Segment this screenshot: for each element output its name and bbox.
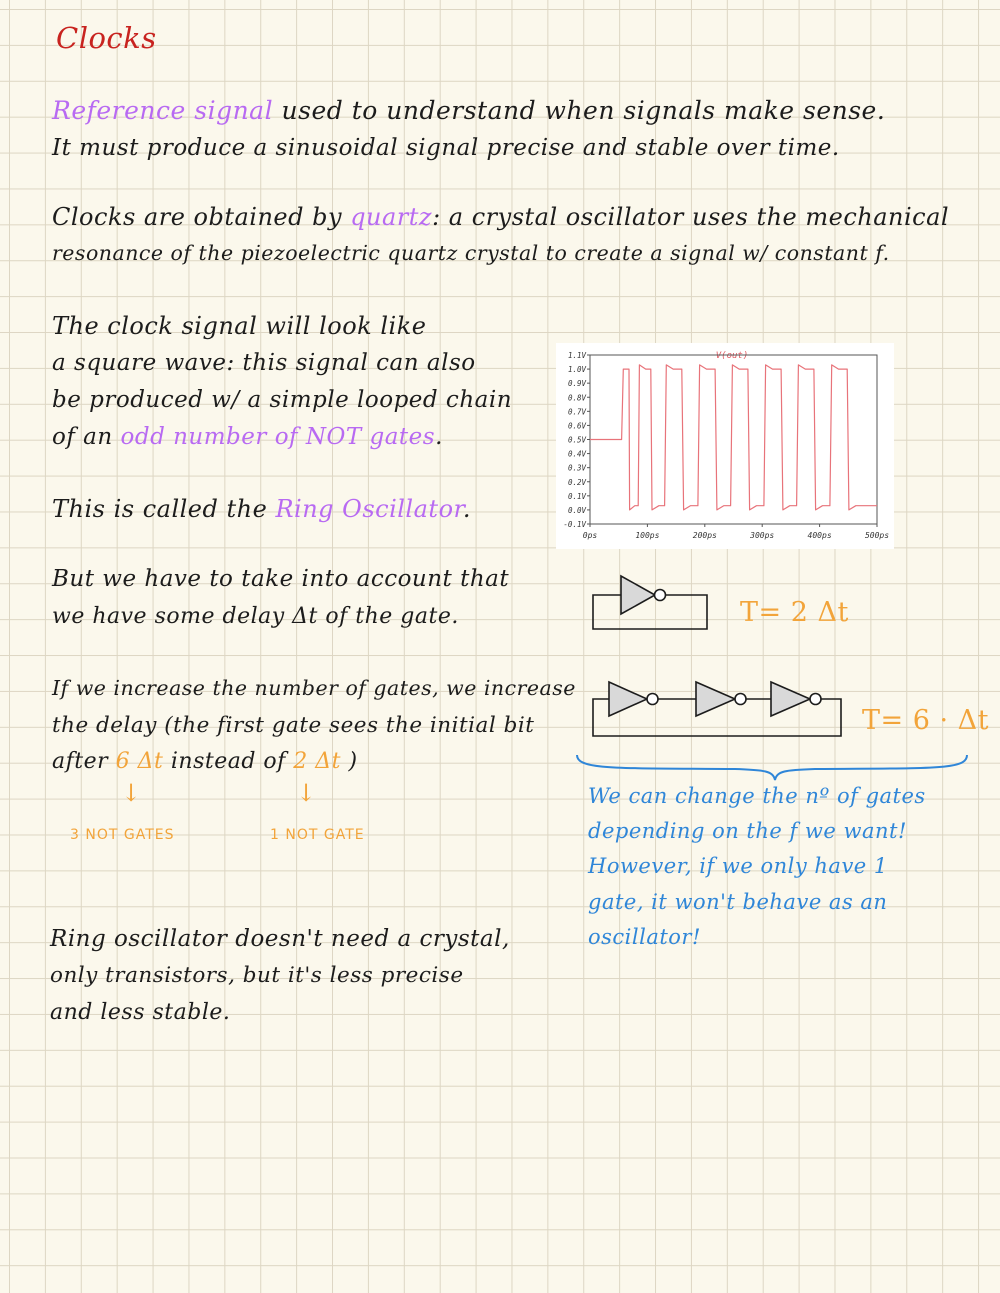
feedback-loop-wire bbox=[593, 595, 707, 629]
y-tick-label: 1.0V bbox=[567, 365, 586, 375]
x-tick-label: 300ps bbox=[750, 531, 775, 540]
increase-line-1: If we increase the number of gates, we increase bbox=[52, 676, 576, 700]
blue-note-line-4: gate, it won't behave as an bbox=[588, 890, 888, 914]
y-tick-label: 0.6V bbox=[567, 421, 586, 431]
ring-line-start: This is called the bbox=[52, 495, 268, 523]
one-not-gate-note: 1 NOT GATE bbox=[270, 827, 365, 843]
square-line-4 bbox=[52, 426, 443, 449]
curly-brace-icon bbox=[575, 752, 970, 782]
y-tick-label: 1.1V bbox=[567, 351, 586, 360]
increase-line-2: the delay (the first gate sees the initial bit bbox=[52, 713, 535, 738]
conclusion-line-1: Ring oscillator doesn't need a crystal, bbox=[50, 926, 510, 952]
square-line-1: The clock signal will look like bbox=[52, 312, 427, 340]
increase-line-3-start: after bbox=[52, 749, 109, 774]
y-tick-label: 0.1V bbox=[567, 491, 586, 501]
y-tick-label: -0.1V bbox=[563, 520, 586, 529]
y-tick-label: 0.8V bbox=[567, 393, 586, 403]
y-tick-label: 0.0V bbox=[567, 505, 586, 515]
period-one-gate-label: T= 2 Δt bbox=[740, 597, 849, 628]
not-gate-1-triangle bbox=[609, 682, 647, 716]
single-gate-ring-diagram bbox=[585, 568, 720, 638]
increase-line-3-end: ) bbox=[348, 749, 358, 774]
x-tick-label: 0ps bbox=[582, 531, 598, 540]
three-not-gates-note: 3 NOT GATES bbox=[70, 827, 175, 843]
intro-line-1-text: used to understand when signals make sense. bbox=[281, 96, 886, 125]
delay-line-2: we have some delay Δt of the gate. bbox=[52, 604, 459, 629]
vout-chart-svg bbox=[556, 343, 894, 549]
not-gate-1-bubble bbox=[647, 694, 658, 705]
blue-note-line-3: However, if we only have 1 bbox=[588, 854, 888, 878]
down-arrow-icon: ↓ bbox=[121, 779, 142, 807]
chart-plot-frame bbox=[590, 355, 877, 524]
x-tick-label: 200ps bbox=[692, 531, 717, 540]
quartz-line-1 bbox=[52, 205, 949, 229]
six-delta-t-highlight: 6 Δt bbox=[115, 749, 164, 774]
ring-oscillator-highlight: Ring Oscillator bbox=[275, 495, 463, 523]
three-gate-ring-diagram bbox=[585, 676, 850, 746]
square-line-2: a square wave: this signal can also bbox=[52, 350, 476, 376]
reference-signal-highlight: Reference signal bbox=[52, 96, 274, 125]
quartz-highlight: quartz bbox=[350, 203, 433, 231]
square-line-4-start: of an bbox=[52, 424, 113, 450]
x-tick-label: 500ps bbox=[864, 531, 890, 540]
blue-note-line-1: We can change the nº of gates bbox=[588, 784, 926, 808]
quartz-line-1-start: Clocks are obtained by bbox=[52, 203, 343, 231]
y-tick-label: 0.2V bbox=[567, 477, 586, 487]
y-tick-label: 0.5V bbox=[567, 435, 586, 445]
page-title: Clocks bbox=[56, 21, 157, 55]
vout-series-line bbox=[590, 365, 877, 510]
vout-chart bbox=[556, 343, 894, 549]
blue-note-line-5: oscillator! bbox=[588, 925, 701, 949]
delay-line-1: But we have to take into account that bbox=[52, 566, 510, 592]
not-gate-bubble bbox=[655, 590, 666, 601]
intro-line-2: It must produce a sinusoidal signal precise and stable over time. bbox=[52, 135, 840, 161]
not-gate-3-bubble bbox=[810, 694, 821, 705]
odd-not-gates-highlight: odd number of NOT gates bbox=[120, 424, 436, 450]
x-tick-label: 400ps bbox=[807, 531, 832, 540]
down-arrow-icon: ↓ bbox=[296, 779, 317, 807]
not-gate-3-triangle bbox=[771, 682, 810, 716]
not-gate-triangle bbox=[621, 576, 655, 614]
increase-line-3-middle: instead of bbox=[170, 749, 286, 774]
y-tick-label: 0.9V bbox=[567, 379, 586, 389]
ring-line-end: . bbox=[462, 495, 471, 523]
blue-note-line-2: depending on the f we want! bbox=[588, 819, 907, 843]
ring-line bbox=[52, 497, 471, 521]
quartz-line-2: resonance of the piezoelectric quartz crystal to create a signal w/ constant f. bbox=[52, 241, 890, 265]
x-tick-label: 100ps bbox=[635, 531, 660, 540]
square-line-3: be produced w/ a simple looped chain bbox=[52, 387, 513, 413]
y-tick-label: 0.7V bbox=[567, 407, 586, 417]
intro-line-1 bbox=[52, 98, 885, 123]
not-gate-2-triangle bbox=[696, 682, 735, 716]
y-tick-label: 0.4V bbox=[567, 449, 586, 459]
quartz-line-1-end: : a crystal oscillator uses the mechanical bbox=[432, 203, 950, 231]
two-delta-t-highlight: 2 Δt bbox=[293, 749, 342, 774]
period-three-gates-label: T= 6 · Δt bbox=[862, 705, 989, 736]
square-line-4-end: . bbox=[435, 424, 443, 450]
conclusion-line-2: only transistors, but it's less precise bbox=[50, 963, 464, 988]
increase-line-3 bbox=[52, 751, 358, 773]
chart-title: V(out) bbox=[715, 351, 749, 361]
conclusion-line-3: and less stable. bbox=[50, 1000, 231, 1025]
y-tick-label: 0.3V bbox=[567, 463, 586, 473]
not-gate-2-bubble bbox=[735, 694, 746, 705]
